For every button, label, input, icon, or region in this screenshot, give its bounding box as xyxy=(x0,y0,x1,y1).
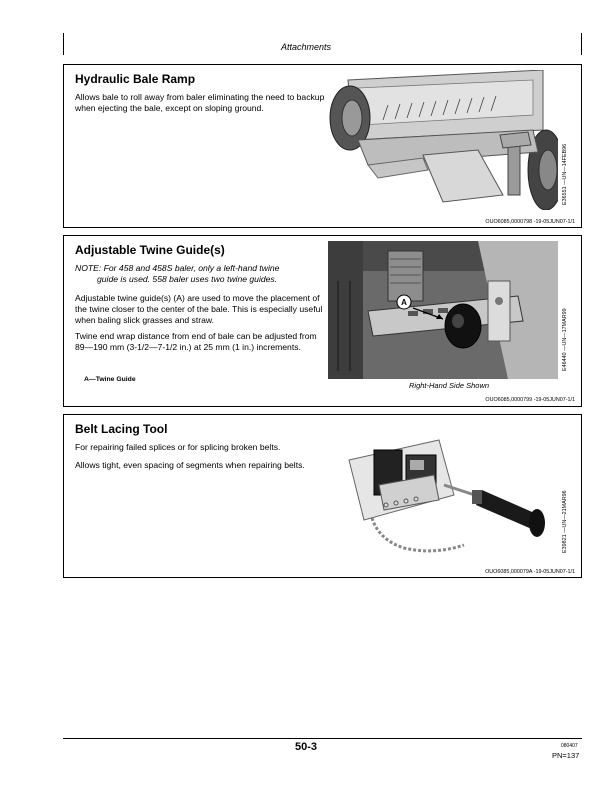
callout-label: A xyxy=(401,298,407,307)
section-body-2: Twine end wrap distance from end of bale can be adjusted from 89—190 mm (3-1/2—7-1/2 in.) at 25 mm (1 in.) increments. xyxy=(75,331,317,352)
note-line-2: guide is used. 558 baler uses two twine guides. xyxy=(97,274,278,284)
footer-date-code: 080407 xyxy=(561,743,578,749)
reference-code: OUO6085,0000799 -19-05JUN07-1/1 xyxy=(485,397,575,403)
page-header-title: Attachments xyxy=(280,42,332,52)
note-text xyxy=(75,263,325,285)
figure-code: E39821 —UN—21MAR96 xyxy=(562,490,568,553)
section-body-1: Adjustable twine guide(s) (A) are used to move the placement of the twine closer to the center of the bale. This is especially useful when baling slick grasses and straw. xyxy=(75,293,323,325)
figure-code: E46440 —UN—17MAR99 xyxy=(562,308,568,371)
footer-rule xyxy=(63,738,582,739)
section-title: Belt Lacing Tool xyxy=(75,422,168,436)
section-adjustable-twine-guide xyxy=(63,235,582,407)
figure-caption: Right-Hand Side Shown xyxy=(409,381,490,390)
section-hydraulic-bale-ramp xyxy=(63,64,582,228)
section-title: Adjustable Twine Guide(s) xyxy=(75,243,225,257)
section-body: Allows bale to roll away from baler eliminating the need to backup when ejecting the bale, except on sloping ground. xyxy=(75,92,325,113)
reference-code: OUO6085,0000798 -19-05JUN07-1/1 xyxy=(485,219,575,225)
footer-pn: PN=137 xyxy=(552,751,580,760)
page-number: 50-3 xyxy=(294,741,318,753)
section-belt-lacing-tool xyxy=(63,414,582,578)
twine-guide-figure xyxy=(328,241,558,379)
bale-ramp-figure xyxy=(328,70,558,210)
section-title: Hydraulic Bale Ramp xyxy=(75,72,196,86)
section-body-2: Allows tight, even spacing of segments when repairing belts. xyxy=(75,460,305,470)
legend-twine-guide: A—Twine Guide xyxy=(84,376,136,383)
section-body-1: For repairing failed splices or for splicing broken belts. xyxy=(75,442,281,452)
belt-lacing-tool-figure xyxy=(334,430,559,560)
reference-code: OUO6085,000079A -19-05JUN07-1/1 xyxy=(485,569,575,575)
note-line-1: NOTE: For 458 and 458S baler, only a left-hand twine xyxy=(75,263,280,273)
figure-code: E36551 —UN—14FEB96 xyxy=(562,143,568,205)
